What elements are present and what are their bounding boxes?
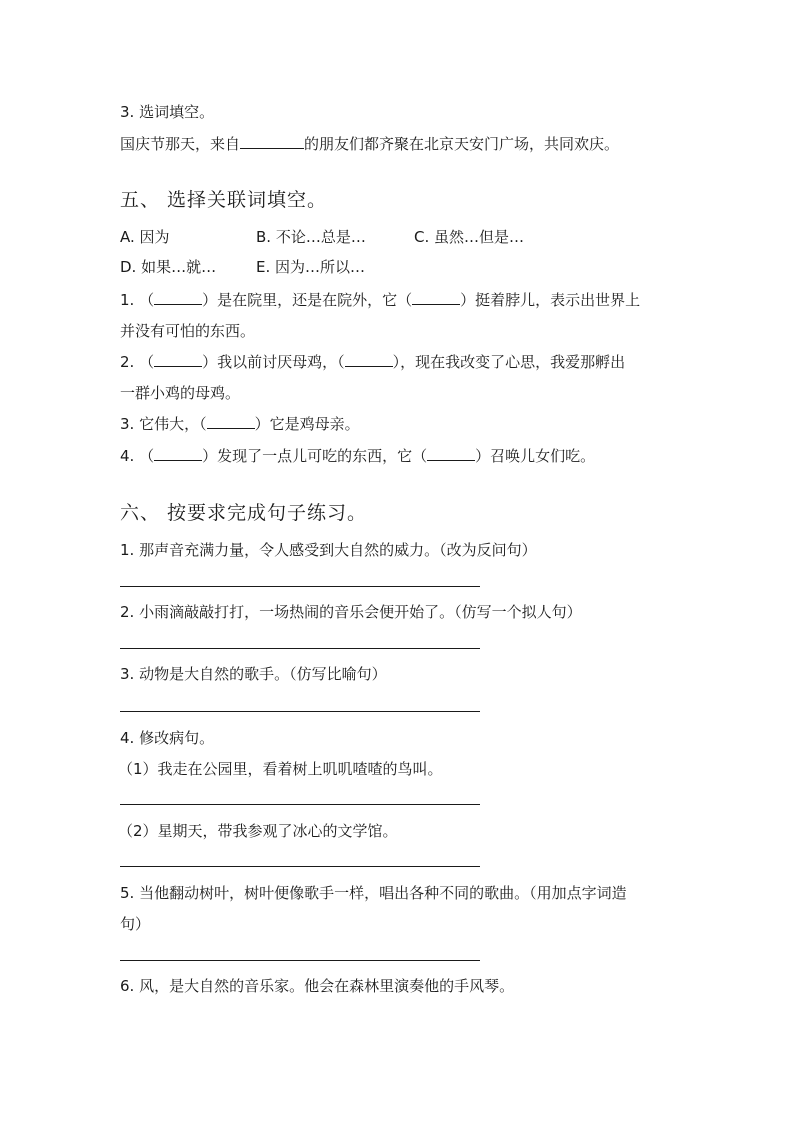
s5-question-4 — [120, 445, 595, 467]
option-c: C. 虽然…但是… — [414, 228, 525, 246]
text: ）召唤儿女们吃。 — [475, 447, 596, 465]
answer-line[interactable] — [120, 866, 480, 867]
s6-question-3: 3. 动物是大自然的歌手。（仿写比喻句） — [120, 665, 387, 683]
option-e: E. 因为…所以… — [256, 258, 366, 276]
text: ）它是鸡母亲。 — [254, 415, 360, 433]
sentence-part: 的朋友们都齐聚在北京天安门广场，共同欢庆。 — [304, 135, 620, 153]
question-3-sentence — [120, 133, 619, 155]
answer-blank[interactable] — [154, 290, 202, 305]
s5-question-2 — [120, 351, 625, 373]
s6-question-4: 4. 修改病句。 — [120, 729, 215, 747]
s6-question-5: 5. 当他翻动树叶，树叶便像歌手一样，唱出各种不同的歌曲。（用加点字词造 — [120, 884, 627, 902]
s6-question-4-2: （2）星期天，带我参观了冰心的文学馆。 — [118, 822, 398, 840]
option-a: A. 因为 — [120, 228, 170, 246]
s6-question-1: 1. 那声音充满力量，令人感受到大自然的威力。（改为反问句） — [120, 541, 537, 559]
answer-blank[interactable] — [412, 290, 460, 305]
answer-blank[interactable] — [345, 352, 393, 367]
section-6-heading: 六、 按要求完成句子练习。 — [120, 502, 368, 524]
s5-question-2-cont: 一群小鸡的母鸡。 — [120, 384, 241, 402]
s5-question-3 — [120, 413, 360, 435]
text: 2. （ — [120, 353, 155, 371]
sentence-part: 国庆节那天，来自 — [120, 135, 241, 153]
section-5-heading: 五、 选择关联词填空。 — [120, 189, 328, 211]
text: ），现在我改变了心思，我爱那孵出 — [392, 353, 626, 371]
text: ）发现了一点儿可吃的东西，它（ — [202, 447, 428, 465]
text: ）我以前讨厌母鸡，（ — [202, 353, 345, 371]
question-3-title: 3. 选词填空。 — [120, 103, 215, 121]
answer-blank[interactable] — [207, 414, 255, 429]
answer-line[interactable] — [120, 648, 480, 649]
answer-line[interactable] — [120, 711, 480, 712]
s6-question-6: 6. 风，是大自然的音乐家。他会在森林里演奏他的手风琴。 — [120, 977, 515, 995]
answer-line[interactable] — [120, 586, 480, 587]
text: 1. （ — [120, 291, 155, 309]
s6-question-2: 2. 小雨滴敲敲打打，一场热闹的音乐会便开始了。（仿写一个拟人句） — [120, 603, 582, 621]
answer-line[interactable] — [120, 804, 480, 805]
s6-question-4-1: （1）我走在公园里，看着树上叽叽喳喳的鸟叫。 — [118, 760, 443, 778]
answer-blank[interactable] — [154, 446, 202, 461]
text: 3. 它伟大，（ — [120, 415, 207, 433]
options-row-1 — [120, 226, 524, 248]
answer-blank[interactable] — [240, 134, 304, 149]
answer-blank[interactable] — [154, 352, 202, 367]
s5-question-1-cont: 并没有可怕的东西。 — [120, 322, 256, 340]
text: ）是在院里，还是在院外，它（ — [202, 291, 413, 309]
s6-question-5-cont: 句） — [120, 915, 151, 933]
text: 4. （ — [120, 447, 155, 465]
answer-line[interactable] — [120, 960, 480, 961]
s5-question-1 — [120, 289, 640, 311]
option-b: B. 不论…总是… — [256, 228, 366, 246]
text: ）挺着脖儿，表示出世界上 — [460, 291, 641, 309]
answer-blank[interactable] — [427, 446, 475, 461]
options-row-2 — [120, 256, 365, 278]
option-d: D. 如果…就… — [120, 258, 217, 276]
